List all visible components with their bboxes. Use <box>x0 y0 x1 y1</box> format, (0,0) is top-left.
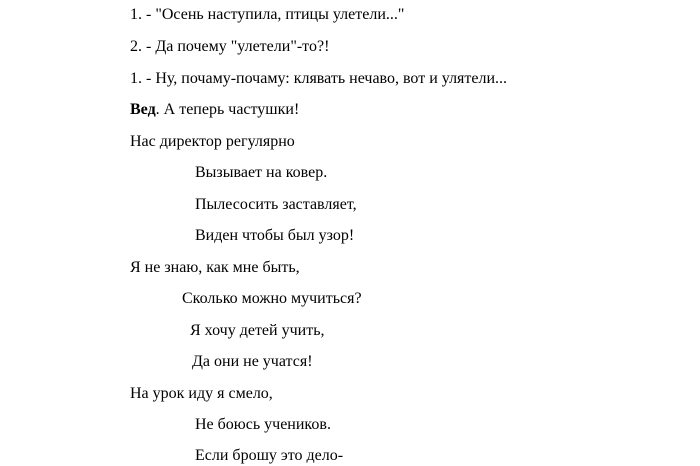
dialogue-line-1: 1. - "Осень наступила, птицы улетели..." <box>130 6 405 23</box>
dialogue-line-2: 2. - Да почему "улетели"-то?! <box>130 38 330 55</box>
verse-1-line-1: Нас директор регулярно <box>130 133 295 150</box>
host-line <box>130 100 299 120</box>
verse-3-line-3: Если брошу это дело- <box>195 447 344 464</box>
verse-2-line-1: Я не знаю, как мне быть, <box>130 259 300 276</box>
verse-1-line-4: Виден чтобы был узор! <box>195 227 355 244</box>
verse-2-line-2: Сколько можно мучиться? <box>182 290 362 307</box>
speaker-label: Вед <box>130 101 156 118</box>
verse-3-line-1: На урок иду я смело, <box>130 385 273 402</box>
verse-2-line-4: Да они не учатся! <box>192 353 313 370</box>
verse-2-line-3: Я хочу детей учить, <box>190 322 325 339</box>
verse-1-line-3: Пылесосить заставляет, <box>195 196 357 213</box>
host-line-text: . А теперь частушки! <box>155 101 300 118</box>
verse-3-line-2: Не боюсь учеников. <box>195 416 331 433</box>
dialogue-line-3: 1. - Ну, почаму-почаму: клявать нечаво, вот и улятели... <box>130 70 508 87</box>
verse-1-line-2: Вызывает на ковер. <box>195 164 328 181</box>
